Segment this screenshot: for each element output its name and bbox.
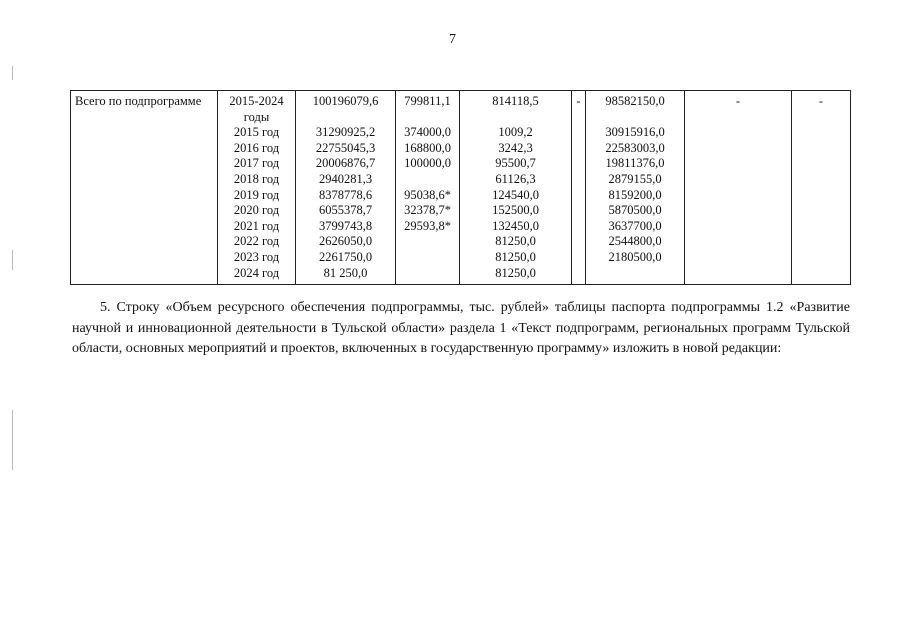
- cell-total: 2261750,0: [296, 250, 396, 266]
- cell-year: 2024 год: [218, 266, 296, 285]
- cell-local: [572, 203, 586, 219]
- cell-other: 98582150,0: [586, 91, 685, 110]
- cell-local: [572, 141, 586, 157]
- cell-year: 2017 год: [218, 156, 296, 172]
- cell-year: 2019 год: [218, 188, 296, 204]
- cell-other: 22583003,0: [586, 141, 685, 157]
- cell-regional: 81250,0: [460, 234, 572, 250]
- table-row: [71, 125, 851, 141]
- row-label-cell: [71, 172, 218, 188]
- table-row: [71, 110, 851, 126]
- cell-year: годы: [218, 110, 296, 126]
- cell-col7: [685, 219, 792, 235]
- cell-col8: [792, 141, 851, 157]
- cell-federal: 168800,0: [396, 141, 460, 157]
- row-label-cell: [71, 156, 218, 172]
- cell-year: 2016 год: [218, 141, 296, 157]
- cell-local: [572, 219, 586, 235]
- table-row: [71, 188, 851, 204]
- cell-federal: 799811,1: [396, 91, 460, 110]
- cell-federal: 374000,0: [396, 125, 460, 141]
- table-row: [71, 91, 851, 110]
- cell-regional: 81250,0: [460, 266, 572, 285]
- cell-regional: 152500,0: [460, 203, 572, 219]
- cell-col8: -: [792, 91, 851, 110]
- cell-regional: 81250,0: [460, 250, 572, 266]
- cell-regional: 95500,7: [460, 156, 572, 172]
- cell-year: 2023 год: [218, 250, 296, 266]
- cell-col7: [685, 172, 792, 188]
- cell-total: 2626050,0: [296, 234, 396, 250]
- cell-other: 2180500,0: [586, 250, 685, 266]
- row-label-cell: [71, 203, 218, 219]
- cell-col8: [792, 219, 851, 235]
- cell-other: 5870500,0: [586, 203, 685, 219]
- cell-federal: 100000,0: [396, 156, 460, 172]
- cell-col7: [685, 234, 792, 250]
- table-row: [71, 172, 851, 188]
- cell-col7: [685, 203, 792, 219]
- cell-local: [572, 156, 586, 172]
- scan-mark: [12, 66, 13, 80]
- cell-other: 19811376,0: [586, 156, 685, 172]
- cell-other: 8159200,0: [586, 188, 685, 204]
- cell-col7: [685, 156, 792, 172]
- cell-total: 6055378,7: [296, 203, 396, 219]
- scan-mark: [12, 410, 13, 470]
- cell-col8: [792, 110, 851, 126]
- cell-col7: [685, 125, 792, 141]
- row-label-cell: [71, 250, 218, 266]
- cell-federal: 29593,8*: [396, 219, 460, 235]
- cell-total: 2940281,3: [296, 172, 396, 188]
- cell-total: 100196079,6: [296, 91, 396, 110]
- cell-federal: [396, 110, 460, 126]
- cell-federal: 32378,7*: [396, 203, 460, 219]
- cell-regional: 61126,3: [460, 172, 572, 188]
- table-row: [71, 141, 851, 157]
- cell-other: [586, 110, 685, 126]
- cell-local: [572, 125, 586, 141]
- cell-col8: [792, 172, 851, 188]
- row-label-cell: [71, 110, 218, 126]
- cell-regional: 814118,5: [460, 91, 572, 110]
- cell-col8: [792, 203, 851, 219]
- cell-local: -: [572, 91, 586, 110]
- cell-regional: 1009,2: [460, 125, 572, 141]
- row-label-cell: [71, 125, 218, 141]
- cell-year: 2021 год: [218, 219, 296, 235]
- row-label-cell: [71, 219, 218, 235]
- table-row: [71, 203, 851, 219]
- table-row: [71, 156, 851, 172]
- row-label-cell: [71, 141, 218, 157]
- table-row: [71, 234, 851, 250]
- cell-other: [586, 266, 685, 285]
- cell-col8: [792, 266, 851, 285]
- cell-other: 2879155,0: [586, 172, 685, 188]
- instruction-paragraph: 5. Строку «Объем ресурсного обеспечения подпрограммы, тыс. рублей» таблицы паспорта подпрограммы 1.2 «Развитие научной и инновационной деятельности в Тульской области» раздела 1 «Текст подпрограмм, региональных программ Тульской области, основных мероприятий и проектов, включенных в государственную программу» изложить в новой редакции:: [72, 300, 850, 356]
- cell-col7: [685, 250, 792, 266]
- cell-total: 20006876,7: [296, 156, 396, 172]
- cell-other: 30915916,0: [586, 125, 685, 141]
- cell-total: 22755045,3: [296, 141, 396, 157]
- scan-mark: [12, 250, 13, 270]
- cell-federal: [396, 250, 460, 266]
- row-label-cell: Всего по подпрограмме: [71, 91, 218, 110]
- cell-federal: [396, 172, 460, 188]
- cell-other: 3637700,0: [586, 219, 685, 235]
- cell-col8: [792, 156, 851, 172]
- cell-local: [572, 266, 586, 285]
- cell-col8: [792, 250, 851, 266]
- cell-col8: [792, 125, 851, 141]
- cell-year: 2020 год: [218, 203, 296, 219]
- budget-table: [70, 90, 851, 285]
- page-number: 7: [449, 32, 456, 47]
- cell-total: 8378778,6: [296, 188, 396, 204]
- cell-federal: [396, 266, 460, 285]
- cell-col8: [792, 188, 851, 204]
- row-label-cell: [71, 188, 218, 204]
- cell-total: 81 250,0: [296, 266, 396, 285]
- cell-col7: [685, 141, 792, 157]
- cell-year: 2015 год: [218, 125, 296, 141]
- cell-regional: 124540,0: [460, 188, 572, 204]
- cell-total: 31290925,2: [296, 125, 396, 141]
- cell-year: 2018 год: [218, 172, 296, 188]
- row-label-cell: [71, 266, 218, 285]
- cell-federal: 95038,6*: [396, 188, 460, 204]
- cell-year: 2022 год: [218, 234, 296, 250]
- cell-col7: -: [685, 91, 792, 110]
- cell-regional: [460, 110, 572, 126]
- table-row: [71, 219, 851, 235]
- cell-other: 2544800,0: [586, 234, 685, 250]
- cell-col7: [685, 110, 792, 126]
- table-row: [71, 250, 851, 266]
- cell-total: 3799743,8: [296, 219, 396, 235]
- cell-local: [572, 188, 586, 204]
- cell-local: [572, 234, 586, 250]
- cell-local: [572, 110, 586, 126]
- cell-total: [296, 110, 396, 126]
- cell-col7: [685, 266, 792, 285]
- cell-year: 2015-2024: [218, 91, 296, 110]
- table-row: [71, 266, 851, 285]
- cell-col7: [685, 188, 792, 204]
- cell-federal: [396, 234, 460, 250]
- cell-regional: 3242,3: [460, 141, 572, 157]
- cell-col8: [792, 234, 851, 250]
- row-label-cell: [71, 234, 218, 250]
- cell-regional: 132450,0: [460, 219, 572, 235]
- cell-local: [572, 172, 586, 188]
- cell-local: [572, 250, 586, 266]
